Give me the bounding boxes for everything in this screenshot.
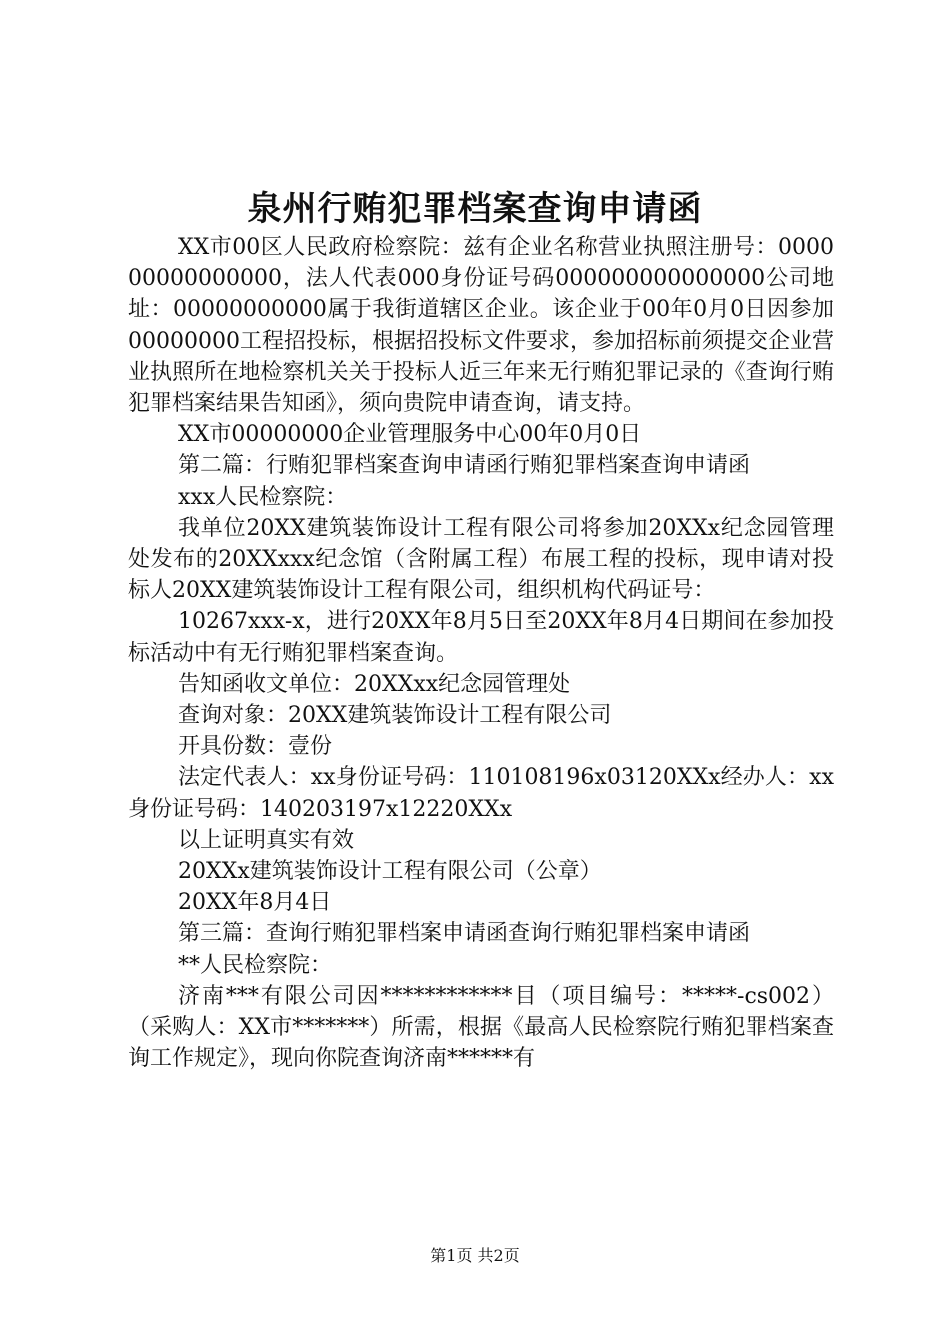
paragraph: XX市00000000企业管理服务中心00年0月0日: [178, 422, 642, 448]
section-heading: 第三篇：查询行贿犯罪档案申请函查询行贿犯罪档案申请函: [178, 921, 751, 947]
page-footer: 第1页 共2页: [430, 1246, 520, 1265]
paragraph: 告知函收文单位：20XXxx纪念园管理处: [178, 671, 571, 697]
paragraph: 以上证明真实有效: [178, 827, 355, 853]
paragraph: xxx人民检察院：: [178, 484, 348, 510]
paragraph: 10267xxx-x，进行20XX年8月5日至20XX年8月4日期间在参加投标活动中有无行贿犯罪档案查询。: [128, 609, 834, 666]
section-heading: 第二篇：行贿犯罪档案查询申请函行贿犯罪档案查询申请函: [178, 453, 751, 479]
paragraph: XX市00区人民政府检察院：兹有企业名称营业执照注册号：000000000000000，法人代表000身份证号码000000000000000公司地址：00000000000属于我街道辖区企业。该企业于00年0月0日因参加00000000工程招投标，根据招投标文件要求，参加招标前须提交企业营业执照所在地检察机关关于投标人近三年来无行贿犯罪记录的《查询行贿犯罪档案结果告知函》，须向贵院申请查询，请支持。: [128, 235, 834, 417]
document-body: [128, 232, 834, 1074]
paragraph: 20XX年8月4日: [178, 890, 332, 916]
paragraph: 20XXx建筑装饰设计工程有限公司（公章）: [178, 859, 602, 885]
paragraph: 法定代表人：xx身份证号码：110108196x03120XXx经办人：xx身份证号码：140203197x12220XXx: [128, 765, 834, 822]
paragraph: **人民检察院：: [178, 952, 333, 978]
paragraph: 查询对象：20XX建筑装饰设计工程有限公司: [178, 703, 612, 729]
paragraph: 开具份数：壹份: [178, 734, 333, 760]
document-title: 泉州行贿犯罪档案查询申请函: [247, 189, 703, 229]
paragraph: 济南***有限公司因************目（项目编号：*****-cs002）（采购人：XX市*******）所需，根据《最高人民检察院行贿犯罪档案查询工作规定》，现向你院查询济南******有: [128, 983, 834, 1072]
paragraph: 我单位20XX建筑装饰设计工程有限公司将参加20XXx纪念园管理处发布的20XXxxx纪念馆（含附属工程）布展工程的投标，现申请对投标人20XX建筑装饰设计工程有限公司，组织机构代码证号：: [128, 515, 834, 604]
